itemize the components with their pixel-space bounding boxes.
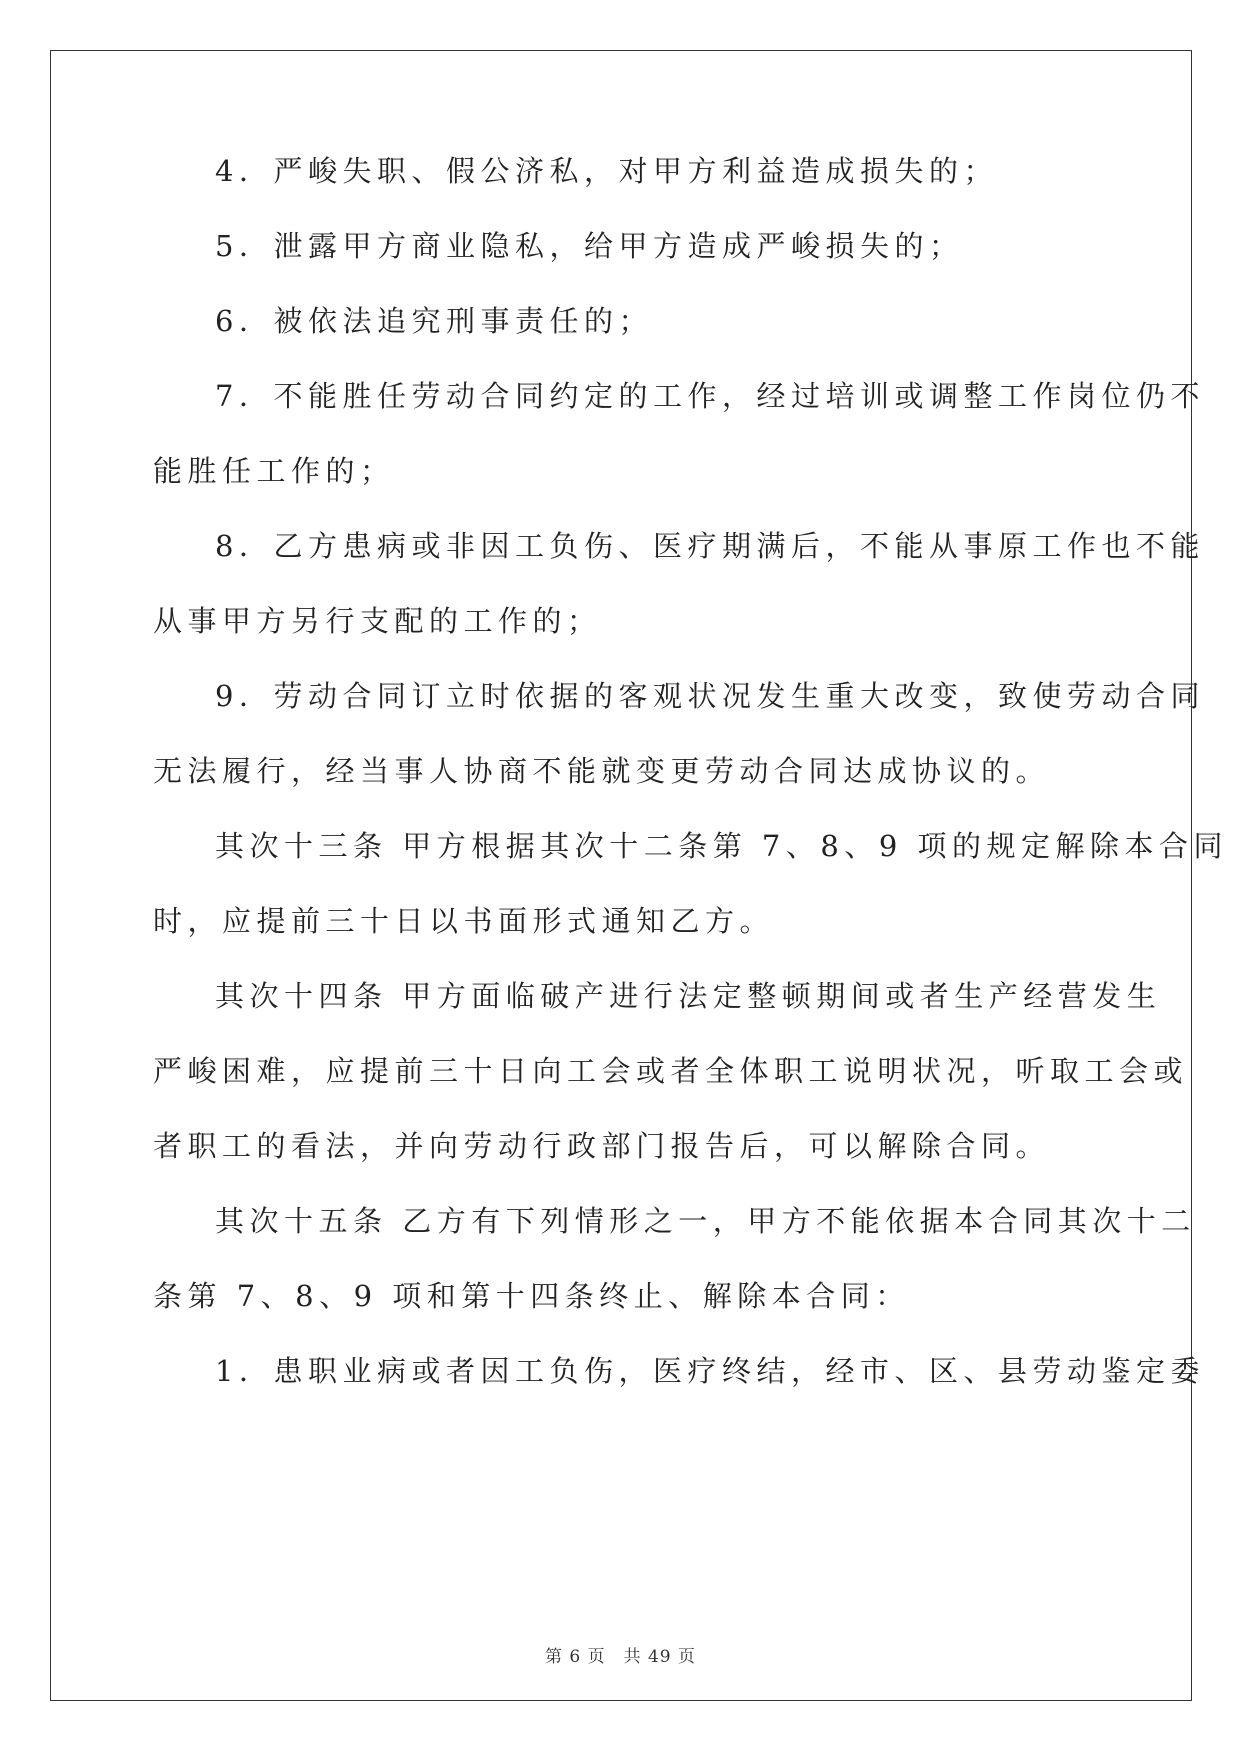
paragraph-line: 6．被依法追究刑事责任的； [215,304,653,338]
paragraph-line: 其次十三条 甲方根据其次十二条第 7、8、9 项的规定解除本合同 [215,829,1229,863]
paragraph-line: 8．乙方患病或非因工负伤、医疗期满后，不能从事原工作也不能 [215,529,1205,563]
paragraph-line: 者职工的看法，并向劳动行政部门报告后，可以解除合同。 [153,1129,1051,1163]
paragraph-line: 5．泄露甲方商业隐私，给甲方造成严峻损失的； [215,229,964,263]
paragraph-line: 9．劳动合同订立时依据的客观状况发生重大改变，致使劳动合同 [215,679,1205,713]
paragraph-line: 条第 7、8、9 项和第十四条终止、解除本合同： [153,1279,910,1313]
paragraph-line: 7．不能胜任劳动合同约定的工作，经过培训或调整工作岗位仍不 [215,379,1205,413]
paragraph-line: 其次十五条 乙方有下列情形之一，甲方不能依据本合同其次十二 [215,1204,1196,1238]
paragraph-line: 1．患职业病或者因工负伤，医疗终结，经市、区、县劳动鉴定委 [215,1354,1205,1388]
page-border [50,50,1192,1701]
paragraph-line: 从事甲方另行支配的工作的； [153,604,602,638]
paragraph-line: 能胜任工作的； [153,454,395,488]
page-number: 第 6 页 共 49 页 [544,1647,697,1667]
paragraph-line: 时，应提前三十日以书面形式通知乙方。 [153,904,775,938]
paragraph-line: 无法履行，经当事人协商不能就变更劳动合同达成协议的。 [153,754,1051,788]
paragraph-line: 其次十四条 甲方面临破产进行法定整顿期间或者生产经营发生 [215,979,1162,1013]
paragraph-line: 4．严峻失职、假公济私，对甲方利益造成损失的； [215,154,998,188]
paragraph-line: 严峻困难，应提前三十日向工会或者全体职工说明状况，听取工会或 [153,1054,1189,1088]
